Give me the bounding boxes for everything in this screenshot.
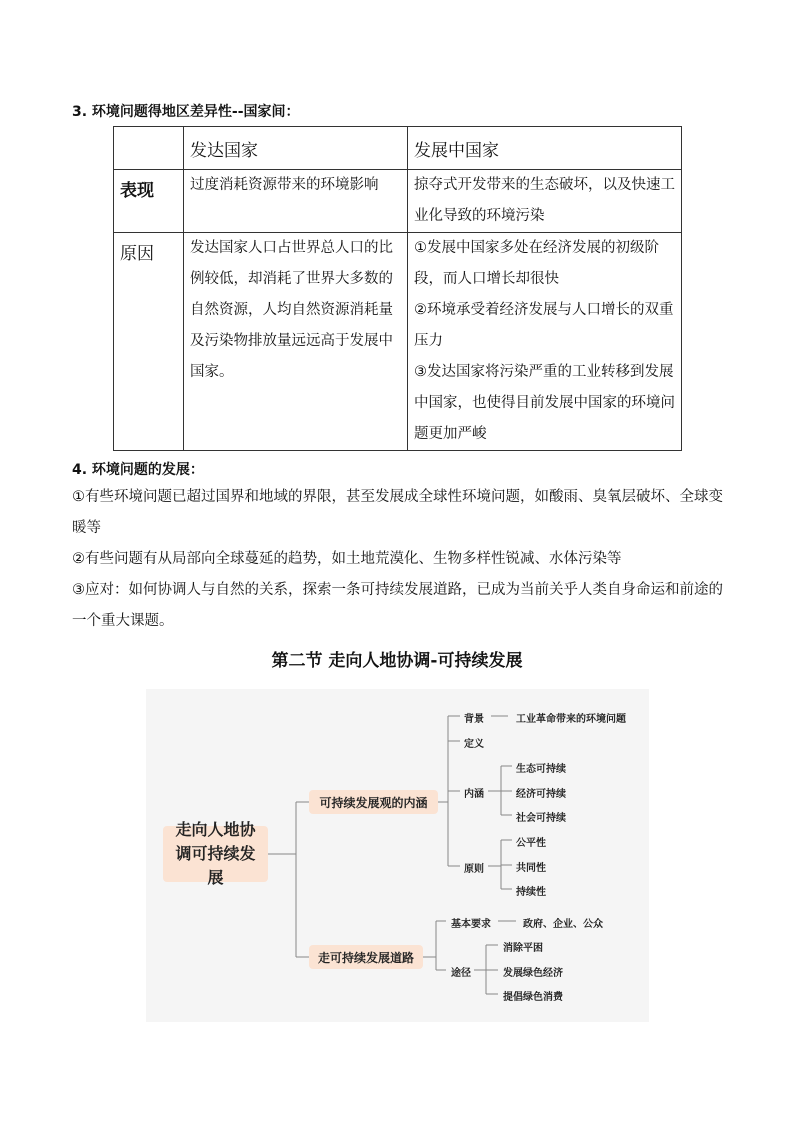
node-approach-item: 发展绿色经济 xyxy=(503,968,563,979)
table-row xyxy=(114,233,682,451)
development-point: ③应对：如何协调人与自然的关系，探索一条可持续发展道路，已成为当前关乎人类自身命运和前途的一个重大课题。 xyxy=(72,582,723,629)
col-header-developed: 发达国家 xyxy=(184,127,408,170)
root-label: 走向人地协调可持续发展 xyxy=(175,820,256,887)
node-principle: 原则 xyxy=(464,864,484,875)
col-header-developing: 发展中国家 xyxy=(408,127,682,170)
node-connotation-item: 社会可持续 xyxy=(516,813,566,824)
node-definition: 定义 xyxy=(464,739,484,750)
connector-branch2 xyxy=(423,921,446,970)
node-basic-requirement: 基本要求 xyxy=(451,919,491,930)
cell-developed-manifestation xyxy=(184,170,408,233)
cell-developed-cause xyxy=(184,233,408,451)
node-background-detail: 工业革命带来的环境问题 xyxy=(516,714,626,725)
node-approach: 途径 xyxy=(451,968,471,979)
row-label-cause: 原因 xyxy=(114,233,184,451)
table-row xyxy=(114,170,682,233)
comparison-table xyxy=(113,126,682,451)
connector-connotation xyxy=(488,766,512,815)
cell-developing-manifestation xyxy=(408,170,682,233)
mindmap-branch-connotation: 可持续发展观的内涵 xyxy=(309,790,438,814)
mindmap xyxy=(146,689,649,1022)
cell-text: 掠夺式开发带来的生态破坏，以及快速工业化导致的环境污染 xyxy=(414,177,675,224)
node-approach-item: 消除平困 xyxy=(503,943,543,954)
development-point: ②有些问题有从局部向全球蔓延的趋势，如土地荒漠化、生物多样性锐减、水体污染等 xyxy=(72,551,622,567)
row-label-manifestation: 表现 xyxy=(114,170,184,233)
cell-developing-cause xyxy=(408,233,682,451)
table-corner xyxy=(114,127,184,170)
connector-branch1 xyxy=(438,716,460,866)
cell-point: ①发展中国家多处在经济发展的初级阶段，而人口增长却很快 xyxy=(414,240,659,287)
section3-heading: 3. 环境问题得地区差异性--国家间： xyxy=(72,104,300,120)
node-background: 背景 xyxy=(464,714,484,725)
section4-heading: 4. 环境问题的发展： xyxy=(72,462,204,478)
development-point: ①有些环境问题已超过国界和地域的界限，甚至发展成全球性环境问题，如酸雨、臭氧层破坏、全球变暖等 xyxy=(72,489,723,536)
connector-principle xyxy=(488,840,512,889)
node-basic-detail: 政府、企业、公众 xyxy=(523,919,603,930)
section-title: 第二节 走向人地协调-可持续发展 xyxy=(271,651,523,671)
connector-root xyxy=(268,802,309,957)
mindmap-branch-road: 走可持续发展道路 xyxy=(309,945,423,969)
cell-point: ②环境承受着经济发展与人口增长的双重压力 xyxy=(414,302,674,349)
cell-text: 发达国家人口占世界总人口的比例较低，却消耗了世界大多数的自然资源，人均自然资源消耗量及污染物排放量远远高于发展中国家。 xyxy=(190,240,393,380)
node-connotation-item: 生态可持续 xyxy=(516,764,566,775)
cell-point: ③发达国家将污染严重的工业转移到发展中国家，也使得目前发展中国家的环境问题更加严峻 xyxy=(414,364,675,442)
node-connotation-item: 经济可持续 xyxy=(516,789,566,800)
cell-text: 过度消耗资源带来的环境影响 xyxy=(190,177,379,193)
node-approach-item: 提倡绿色消费 xyxy=(503,992,563,1003)
mindmap-root xyxy=(163,820,268,887)
table-header-row xyxy=(114,127,682,170)
connector-approach xyxy=(474,945,498,994)
node-principle-item: 共同性 xyxy=(516,863,546,874)
node-connotation: 内涵 xyxy=(464,789,484,800)
node-principle-item: 公平性 xyxy=(516,838,546,849)
node-principle-item: 持续性 xyxy=(516,887,546,898)
